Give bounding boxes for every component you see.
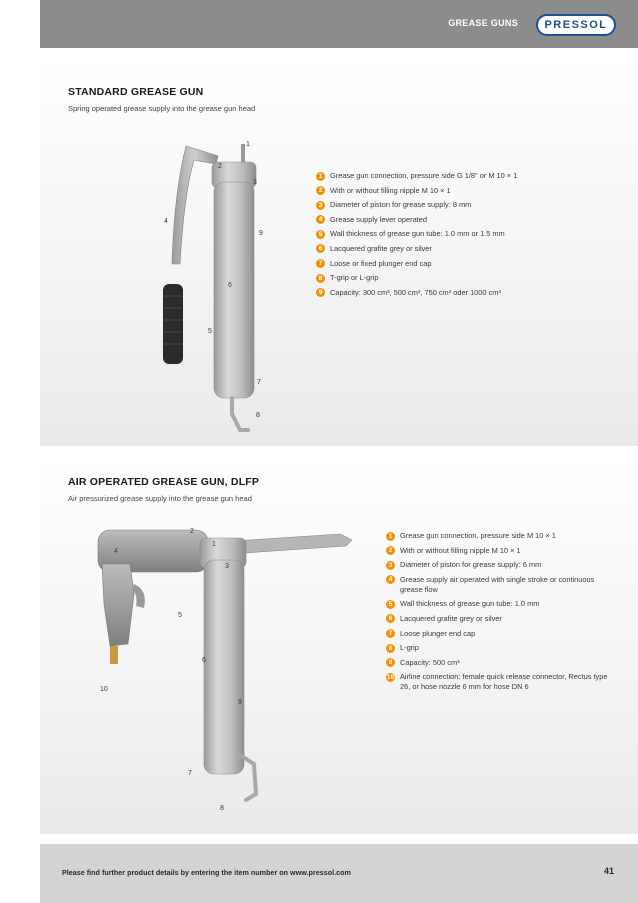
spec-item (316, 215, 616, 225)
footer-note: Please find further product details by entering the item number on www.pressol.com (62, 868, 351, 877)
spec-item (316, 200, 616, 210)
standard-grease-gun-image (158, 134, 268, 434)
spec-item (386, 560, 616, 570)
spec-number-badge: 9 (386, 658, 395, 667)
spec-text: With or without filling nipple M 10 × 1 (400, 545, 521, 555)
callout-7: 7 (188, 770, 192, 777)
callout-10: 10 (100, 686, 108, 693)
spec-item (386, 531, 616, 541)
callout-6: 6 (202, 657, 206, 664)
spec-text: Wall thickness of grease gun tube: 1.0 mm or 1.5 mm (330, 229, 505, 239)
standard-title: STANDARD GREASE GUN (68, 86, 204, 98)
spec-number-badge: 1 (386, 532, 395, 541)
callout-2: 2 (190, 528, 194, 535)
spec-text: Capacity: 500 cm³ (400, 657, 460, 667)
spec-item (316, 171, 616, 181)
spec-number-badge: 4 (316, 215, 325, 224)
spec-number-badge: 5 (316, 230, 325, 239)
callout-3: 3 (253, 179, 257, 186)
callout-6: 6 (228, 282, 232, 289)
header-bar (40, 0, 638, 48)
callout-9: 9 (259, 230, 263, 237)
callout-9: 9 (238, 699, 242, 706)
spec-number-badge: 2 (316, 186, 325, 195)
spec-text: Diameter of piston for grease supply: 6 mm (400, 560, 542, 570)
spec-text: Loose or fixed plunger end cap (330, 258, 432, 268)
spec-item (316, 229, 616, 239)
callout-8: 8 (256, 412, 260, 419)
spec-text: Grease gun connection, pressure side M 10 × 1 (400, 531, 556, 540)
callout-8: 8 (220, 805, 224, 812)
footer-bar (40, 844, 638, 903)
callout-1: 1 (212, 541, 216, 548)
spec-item (386, 672, 616, 692)
callout-7: 7 (257, 379, 261, 386)
spec-item (316, 244, 616, 254)
spec-number-badge: 4 (386, 575, 395, 584)
spec-number-badge: 3 (386, 561, 395, 570)
spec-number-badge: 2 (386, 546, 395, 555)
spec-number-badge: 5 (386, 600, 395, 609)
callout-4: 4 (114, 548, 118, 555)
spec-number-badge: 7 (316, 259, 325, 268)
air-grease-gun-image (90, 524, 390, 824)
spec-text: With or without filling nipple M 10 × 1 (330, 185, 451, 195)
spec-item (316, 259, 616, 269)
page-number: 41 (603, 866, 614, 876)
spec-text: Capacity: 300 cm³, 500 cm³, 750 cm³ oder 1000 cm³ (330, 287, 501, 297)
spec-text: L-grip (400, 643, 419, 653)
callout-2: 2 (218, 163, 222, 170)
spec-text: Grease supply air operated with single stroke or continuous grease flow (400, 574, 595, 594)
spec-number-badge: 9 (316, 288, 325, 297)
standard-grease-gun-panel (40, 58, 638, 446)
pressol-logo[interactable] (536, 14, 616, 36)
spec-number-badge: 1 (316, 172, 325, 181)
spec-text: Lacquered grafite grey or silver (330, 243, 432, 253)
spec-number-badge: 8 (386, 644, 395, 653)
spec-number-badge: 7 (386, 629, 395, 638)
spec-text: Wall thickness of grease gun tube: 1.0 mm (400, 599, 540, 609)
callout-5: 5 (208, 328, 212, 335)
spec-item (316, 186, 616, 196)
air-subtitle: Air pressurized grease supply into the grease gun head (68, 494, 252, 503)
spec-number-badge: 10 (386, 673, 395, 681)
spec-item (386, 575, 616, 595)
spec-text: T-grip or L-grip (330, 273, 379, 283)
logo-text: PRESSOL (544, 19, 608, 31)
spec-number-badge: 6 (386, 614, 395, 623)
spec-number-badge: 6 (316, 244, 325, 253)
spec-item (316, 273, 616, 283)
spec-item (386, 643, 616, 653)
spec-item (316, 288, 616, 298)
callout-5: 5 (178, 612, 182, 619)
spec-text: Airline connection: female quick release connector, Rectus type 26, or hose nozzle 6 mm for hose DN 6 (400, 672, 608, 692)
spec-item (386, 546, 616, 556)
spec-item (386, 658, 616, 668)
air-title: AIR OPERATED GREASE GUN, DLFP (68, 476, 260, 488)
air-grease-gun-panel (40, 462, 638, 834)
spec-item (386, 614, 616, 624)
spec-text: Loose plunger end cap (400, 628, 476, 638)
callout-3: 3 (225, 563, 229, 570)
spec-item (386, 629, 616, 639)
spec-number-badge: 3 (316, 201, 325, 210)
callout-1: 1 (246, 141, 250, 148)
callout-4: 4 (164, 218, 168, 225)
spec-item (386, 599, 616, 609)
standard-spec-list (316, 171, 616, 302)
spec-text: Lacquered grafite grey or silver (400, 613, 502, 623)
spec-text: Grease supply lever operated (330, 214, 427, 224)
spec-text: Grease gun connection, pressure side G 1/8" or M 10 × 1 (330, 171, 518, 180)
spec-text: Diameter of piston for grease supply: 8 mm (330, 200, 472, 210)
air-spec-list (386, 531, 616, 697)
section-title: GREASE GUNS (448, 18, 518, 28)
spec-number-badge: 8 (316, 274, 325, 283)
standard-subtitle: Spring operated grease supply into the grease gun head (68, 104, 256, 113)
